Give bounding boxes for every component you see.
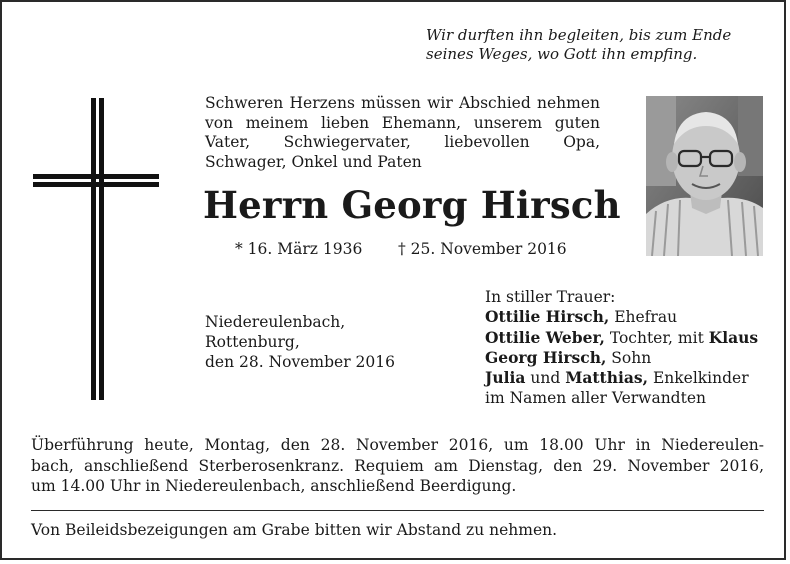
closing-note: Von Beileidsbezeigungen am Grabe bitten wir Abstand zu nehmen. bbox=[31, 521, 558, 539]
mourner-4 bbox=[485, 368, 758, 388]
mourner-4-and: und bbox=[525, 369, 566, 388]
funeral-details bbox=[31, 435, 764, 497]
mourners-heading: In stiller Trauer: bbox=[485, 288, 616, 306]
portrait-photo bbox=[646, 96, 763, 256]
place-and-date bbox=[205, 312, 395, 372]
cross-icon bbox=[2, 2, 182, 422]
motto-line-2: seines Weges, wo Gott ihn empfing. bbox=[426, 45, 698, 63]
place-line-2: Rottenburg, bbox=[205, 333, 300, 351]
motto-line-1: Wir durften ihn begleiten, bis zum Ende bbox=[426, 26, 732, 44]
intro-text: Schweren Herzens müssen wir Abschied nehmen von meinem lieben Ehemann, unserem guten Vater, Schwiegervater, liebevollen Opa, Schwager, Onkel und Paten bbox=[205, 94, 600, 171]
mourner-1-name: Ottilie Hirsch, bbox=[485, 307, 610, 327]
mourner-4-name-2: Matthias, bbox=[565, 368, 649, 388]
mourner-2-role: Tochter, mit bbox=[604, 328, 709, 347]
mourners-list bbox=[485, 287, 758, 409]
mourner-3-role: Sohn bbox=[606, 348, 652, 367]
place-line-1: Niedereulenbach, bbox=[205, 313, 346, 331]
funeral-line-1: Überführung heute, Montag, den 28. November 2016, um 18.00 Uhr in Niedereulen- bbox=[31, 436, 764, 454]
mourner-1 bbox=[485, 307, 758, 327]
place-line-3: den 28. November 2016 bbox=[205, 353, 395, 371]
death-date: † 25. November 2016 bbox=[398, 240, 567, 258]
mourner-4-name-1: Julia bbox=[485, 368, 526, 388]
mourner-2-name: Ottilie Weber, bbox=[485, 327, 605, 347]
mourner-4-role: Enkelkinder bbox=[648, 369, 749, 388]
divider bbox=[31, 510, 764, 511]
funeral-line-3: um 14.00 Uhr in Niedereulenbach, anschließend Beerdigung. bbox=[31, 477, 517, 495]
motto bbox=[426, 26, 766, 64]
deceased-name: Herrn Georg Hirsch bbox=[203, 183, 621, 227]
mourners-closing: im Namen aller Verwandten bbox=[485, 389, 706, 408]
mourner-2 bbox=[485, 328, 758, 348]
funeral-line-2: bach, anschließend Sterberosenkranz. Requiem am Dienstag, den 29. November 2016, bbox=[31, 456, 764, 475]
mourner-3 bbox=[485, 348, 758, 368]
birth-date: * 16. März 1936 bbox=[235, 240, 363, 258]
mourner-1-role: Ehefrau bbox=[609, 308, 678, 327]
mourner-3-name: Georg Hirsch, bbox=[485, 347, 607, 367]
mourner-2-partner-first: Klaus bbox=[708, 327, 759, 347]
